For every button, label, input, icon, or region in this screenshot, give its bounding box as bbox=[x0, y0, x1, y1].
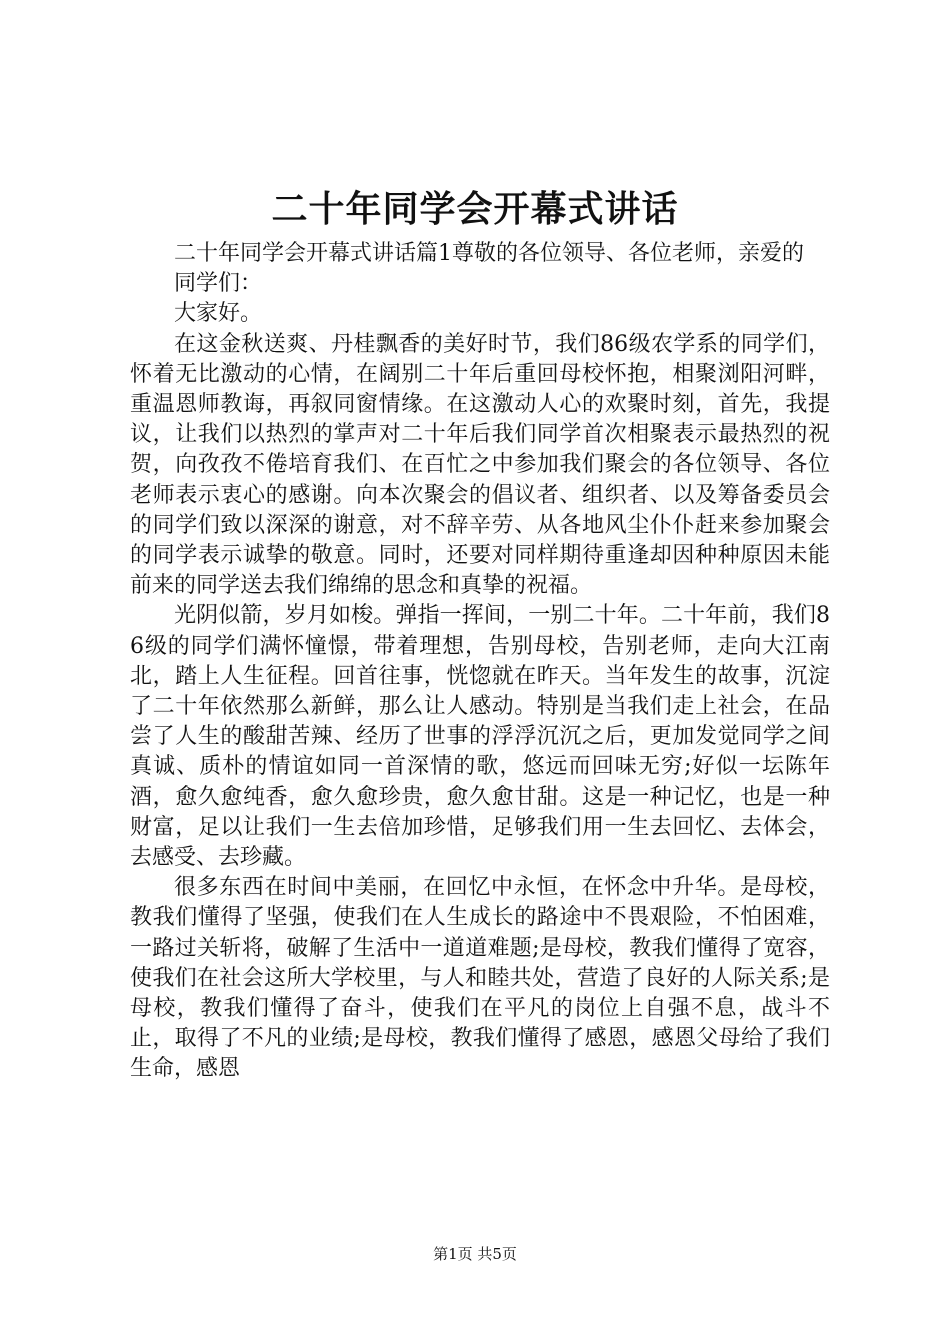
paragraph: 很多东西在时间中美丽，在回忆中永恒，在怀念中升华。是母校，教我们懂得了坚强，使我们在人生成长的路途中不畏艰险，不怕困难，一路过关斩将，破解了生活中一道道难题;是母校，教我们懂得了宽容，使我们在社会这所大学校里，与人和睦共处，营造了良好的人际关系;是母校，教我们懂得了奋斗，使我们在平凡的岗位上自强不息，战斗不止，取得了不凡的业绩;是母校，教我们懂得了感恩，感恩父母给了我们生命，感恩 bbox=[130, 875, 830, 1082]
page-footer: 第1页 共5页 bbox=[433, 1245, 517, 1263]
paragraph: 大家好。 bbox=[174, 301, 263, 327]
document-title: 二十年同学会开幕式讲话 bbox=[271, 188, 679, 230]
paragraph: 二十年同学会开幕式讲话篇1尊敬的各位领导、各位老师，亲爱的 bbox=[174, 241, 804, 266]
document-body bbox=[130, 239, 830, 1085]
paragraph: 光阴似箭，岁月如梭。弹指一挥间，一别二十年。二十年前，我们86级的同学们满怀憧憬，带着理想，告别母校，告别老师，走向大江南北，踏上人生征程。回首往事，恍惚就在昨天。当年发生的故事，沉淀了二十年依然那么新鲜，那么让人感动。特别是当我们走上社会，在品尝了人生的酸甜苦辣、经历了世事的浮浮沉沉之后，更加发觉同学之间真诚、质朴的情谊如同一首深情的歌，悠远而回味无穷;好似一坛陈年酒，愈久愈纯香，愈久愈珍贵，愈久愈甘甜。这是一种记忆，也是一种财富，足以让我们一生去倍加珍惜，足够我们用一生去回忆、去体会，去感受、去珍藏。 bbox=[130, 603, 830, 871]
paragraph: 同学们： bbox=[174, 271, 263, 297]
paragraph: 在这金秋送爽、丹桂飘香的美好时节，我们86级农学系的同学们，怀着无比激动的心情，在阔别二十年后重回母校怀抱，相聚浏阳河畔，重温恩师教诲，再叙同窗情缘。在这激动人心的欢聚时刻，首先，我提议，让我们以热烈的掌声对二十年后我们同学首次相聚表示最热烈的祝贺，向孜孜不倦培育我们、在百忙之中参加我们聚会的各位领导、各位老师表示衷心的感谢。向本次聚会的倡议者、组织者、以及筹备委员会的同学们致以深深的谢意，对不辞辛劳、从各地风尘仆仆赶来参加聚会的同学表示诚挚的敬意。同时，还要对同样期待重逢却因种种原因未能前来的同学送去我们绵绵的思念和真挚的祝福。 bbox=[130, 331, 830, 599]
